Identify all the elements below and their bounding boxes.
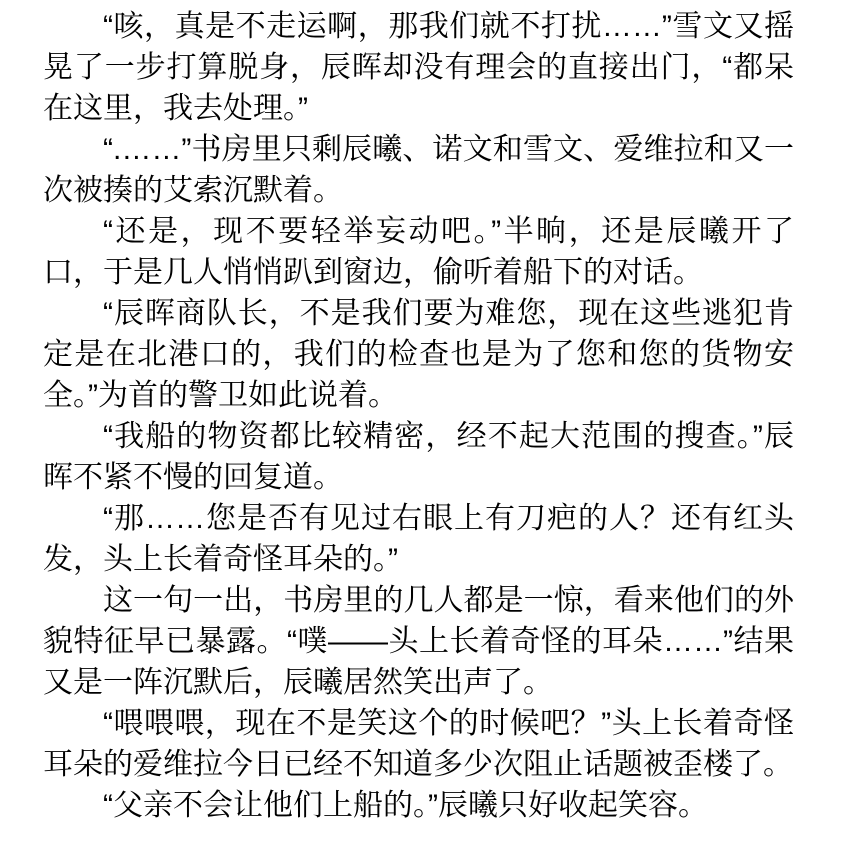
novel-paragraph: “父亲不会让他们上船的。”辰曦只好收起笑容。 — [103, 789, 708, 822]
novel-paragraph: “我船的物资都比较精密，经不起大范围的搜查。”辰晖不紧不慢的回复道。 — [43, 420, 794, 494]
novel-paragraph: “喂喂喂，现在不是笑这个的时候吧？”头上长着奇怪耳朵的爱维拉今日已经不知道多少次阻止话题被歪楼了。 — [43, 707, 794, 781]
novel-paragraph: “那……您是否有见过右眼上有刀疤的人？还有红头发，头上长着奇怪耳朵的。” — [43, 502, 794, 576]
novel-paragraph: “辰晖商队长，不是我们要为难您，现在这些逃犯肯定是在北港口的，我们的检查也是为了您和您的货物安全。”为首的警卫如此说着。 — [43, 297, 794, 412]
novel-paragraph: “还是，现不要轻举妄动吧。”半晌，还是辰曦开了口，于是几人悄悄趴到窗边，偷听着船下的对话。 — [43, 215, 794, 289]
novel-paragraph: “咳，真是不走运啊，那我们就不打扰……”雪文又摇晃了一步打算脱身，辰晖却没有理会的直接出门，“都呆在这里，我去处理。” — [43, 10, 794, 125]
novel-paragraph: “.……”书房里只剩辰曦、诺文和雪文、爱维拉和又一次被揍的艾索沉默着。 — [43, 133, 794, 207]
novel-paragraph: 这一句一出，书房里的几人都是一惊，看来他们的外貌特征早已暴露。“噗——头上长着奇怪的耳朵……”结果又是一阵沉默后，辰曦居然笑出声了。 — [43, 584, 794, 699]
